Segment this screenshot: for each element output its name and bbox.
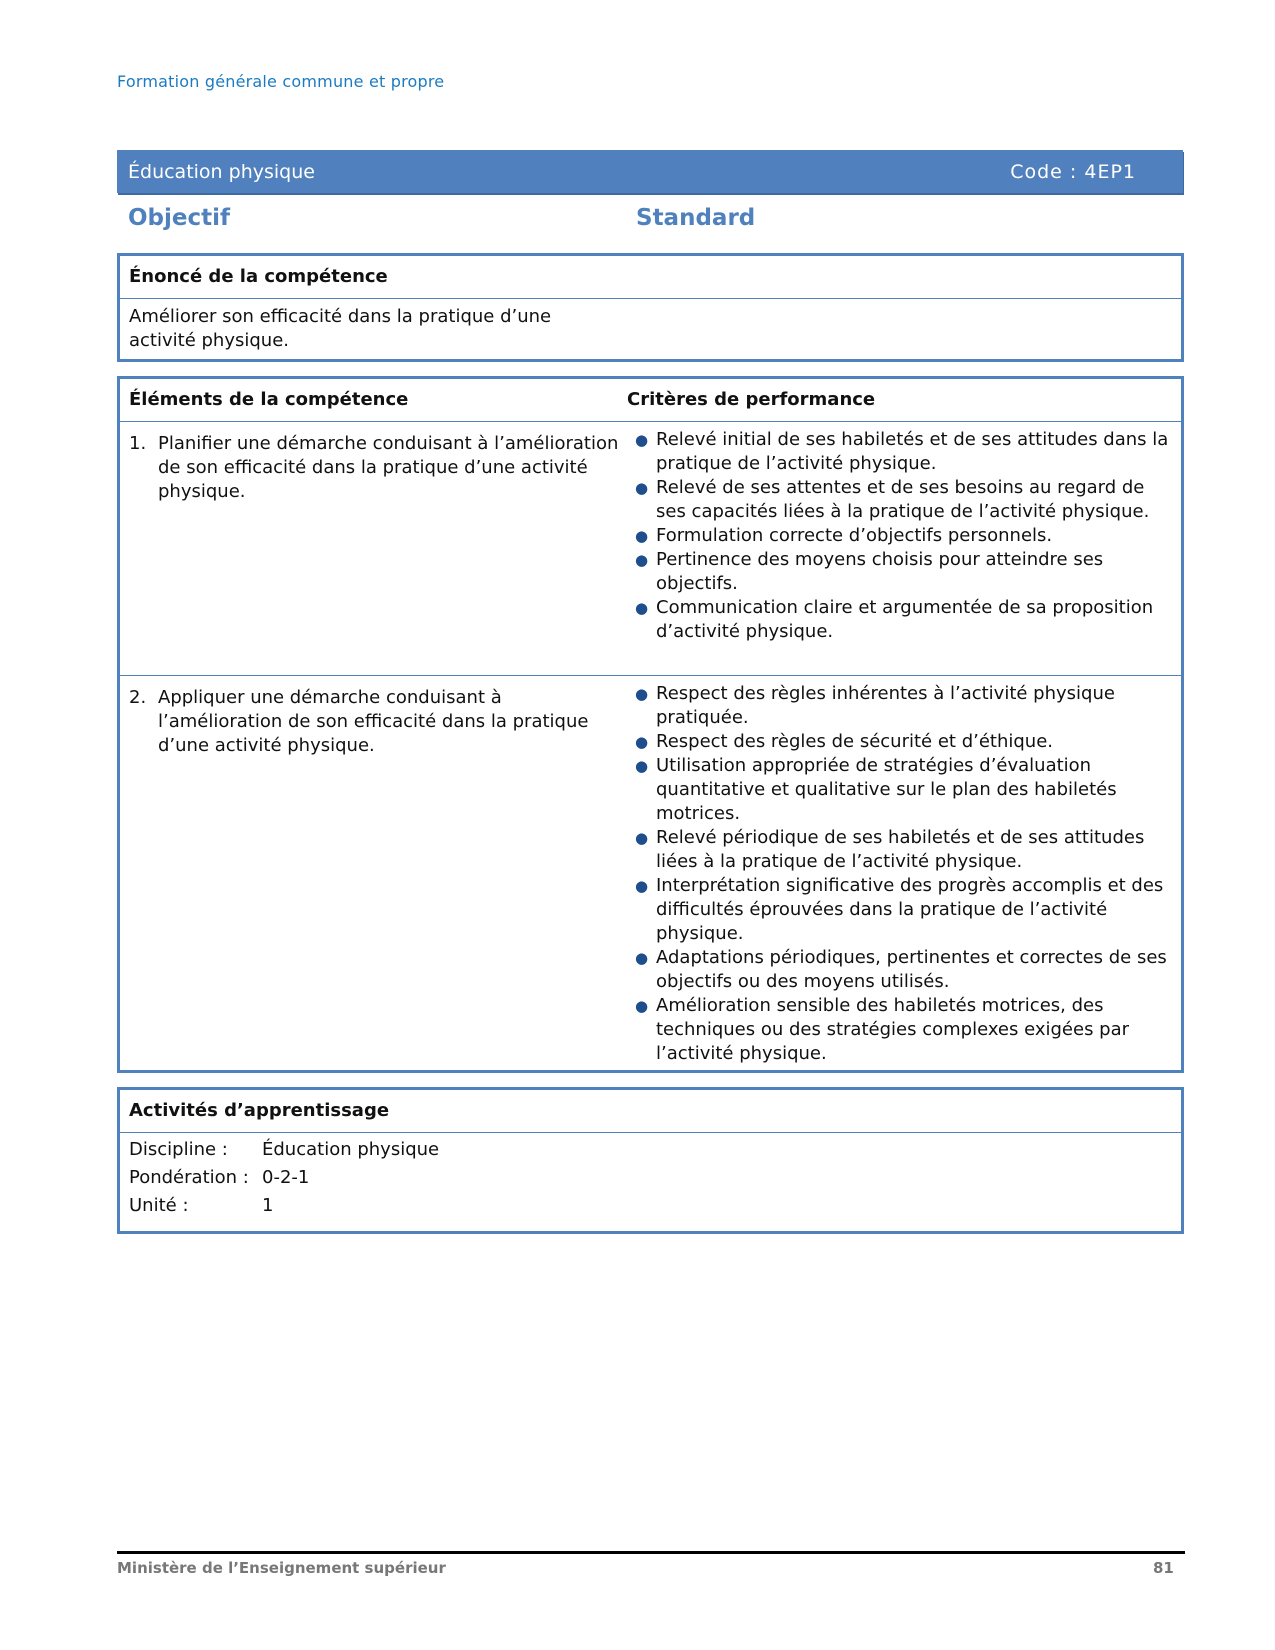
criterion-item xyxy=(627,730,1181,754)
bullet-icon: ● xyxy=(634,599,649,617)
objectif-heading: Objectif xyxy=(128,205,231,231)
ponderation-row xyxy=(120,1164,1181,1192)
bullet-icon: ● xyxy=(634,527,649,545)
activites-details xyxy=(120,1133,1181,1220)
course-title: Éducation physique xyxy=(128,160,315,183)
enonce-text-line: activité physique. xyxy=(129,330,289,351)
bullet-icon: ● xyxy=(634,479,649,497)
discipline-label: Discipline : xyxy=(129,1139,228,1160)
criterion-item xyxy=(627,596,1181,644)
criterion-text: Amélioration sensible des habiletés motrices, des techniques ou des stratégies complexes exigées par l’activité physique. xyxy=(656,995,1130,1064)
bullet-icon: ● xyxy=(634,685,649,703)
standard-heading: Standard xyxy=(636,205,756,231)
bullet-icon: ● xyxy=(634,431,649,449)
page-number: 81 xyxy=(1153,1559,1174,1577)
bullet-icon: ● xyxy=(634,757,649,775)
activites-box xyxy=(117,1087,1184,1234)
ponderation-label: Pondération : xyxy=(129,1167,249,1188)
criterion-text: Relevé de ses attentes et de ses besoins au regard de ses capacités liées à la pratique de l’activité physique. xyxy=(656,477,1150,522)
elements-header-row xyxy=(120,379,1181,422)
criterion-item xyxy=(627,428,1181,476)
criteria-list xyxy=(627,422,1181,675)
footer-publisher: Ministère de l’Enseignement supérieur xyxy=(117,1559,446,1577)
unite-value: 1 xyxy=(262,1195,274,1216)
bullet-icon: ● xyxy=(634,877,649,895)
criterion-item xyxy=(627,524,1181,548)
element-number: 2. xyxy=(129,687,147,708)
criterion-item xyxy=(627,476,1181,524)
criterion-text: Respect des règles de sécurité et d’éthique. xyxy=(656,731,1054,752)
element-number: 1. xyxy=(129,433,147,454)
bullet-icon: ● xyxy=(634,997,649,1015)
criterion-text: Interprétation significative des progrès accomplis et des difficultés éprouvées dans la pratique de l’activité physique. xyxy=(656,875,1164,944)
element-cell xyxy=(120,676,627,1076)
criterion-text: Adaptations périodiques, pertinentes et correctes de ses objectifs ou des moyens utilisés. xyxy=(656,947,1167,992)
bullet-icon: ● xyxy=(634,949,649,967)
enonce-text xyxy=(120,299,1181,357)
course-code: Code : 4EP1 xyxy=(1010,160,1136,183)
criterion-text: Pertinence des moyens choisis pour atteindre ses objectifs. xyxy=(656,549,1104,594)
elements-box xyxy=(117,376,1184,1073)
criterion-item xyxy=(627,874,1181,946)
footer-divider xyxy=(117,1551,1185,1554)
criterion-item xyxy=(627,946,1181,994)
element-row xyxy=(120,422,1181,676)
course-title-bar xyxy=(117,150,1183,193)
bullet-icon: ● xyxy=(634,733,649,751)
discipline-value: Éducation physique xyxy=(262,1139,440,1160)
criterion-text: Communication claire et argumentée de sa proposition d’activité physique. xyxy=(656,597,1154,642)
enonce-text-line: Améliorer son efficacité dans la pratique d’une xyxy=(129,306,552,327)
criterion-item xyxy=(627,754,1181,826)
criterion-text: Formulation correcte d’objectifs personnels. xyxy=(656,525,1053,546)
section-headings xyxy=(128,205,1178,241)
bullet-icon: ● xyxy=(634,551,649,569)
element-text: Appliquer une démarche conduisant à l’amélioration de son efficacité dans la pratique d’une activité physique. xyxy=(158,687,589,756)
criterion-text: Relevé périodique de ses habiletés et de ses attitudes liées à la pratique de l’activité physique. xyxy=(656,827,1145,872)
element-cell xyxy=(120,422,627,675)
ponderation-value: 0-2-1 xyxy=(262,1167,310,1188)
criterion-item xyxy=(627,826,1181,874)
criteres-heading: Critères de performance xyxy=(627,389,876,410)
criterion-item xyxy=(627,548,1181,596)
criterion-text: Respect des règles inhérentes à l’activité physique pratiquée. xyxy=(656,683,1115,728)
criterion-text: Utilisation appropriée de stratégies d’évaluation quantitative et qualitative sur le plan des habiletés motrices. xyxy=(656,755,1117,824)
criteria-list xyxy=(627,676,1181,1076)
elements-heading: Éléments de la compétence xyxy=(129,389,409,410)
activites-heading: Activités d’apprentissage xyxy=(120,1090,1181,1133)
bullet-icon: ● xyxy=(634,829,649,847)
unite-label: Unité : xyxy=(129,1195,189,1216)
enonce-box xyxy=(117,253,1184,362)
element-text: Planifier une démarche conduisant à l’amélioration de son efficacité dans la pratique d’une activité physique. xyxy=(158,433,619,502)
discipline-row xyxy=(120,1136,1181,1164)
criterion-item xyxy=(627,994,1181,1066)
unite-row xyxy=(120,1192,1181,1220)
element-row xyxy=(120,676,1181,1076)
running-head: Formation générale commune et propre xyxy=(117,72,445,91)
criterion-item xyxy=(627,682,1181,730)
enonce-heading: Énoncé de la compétence xyxy=(120,256,1181,299)
criterion-text: Relevé initial de ses habiletés et de ses attitudes dans la pratique de l’activité physique. xyxy=(656,429,1169,474)
